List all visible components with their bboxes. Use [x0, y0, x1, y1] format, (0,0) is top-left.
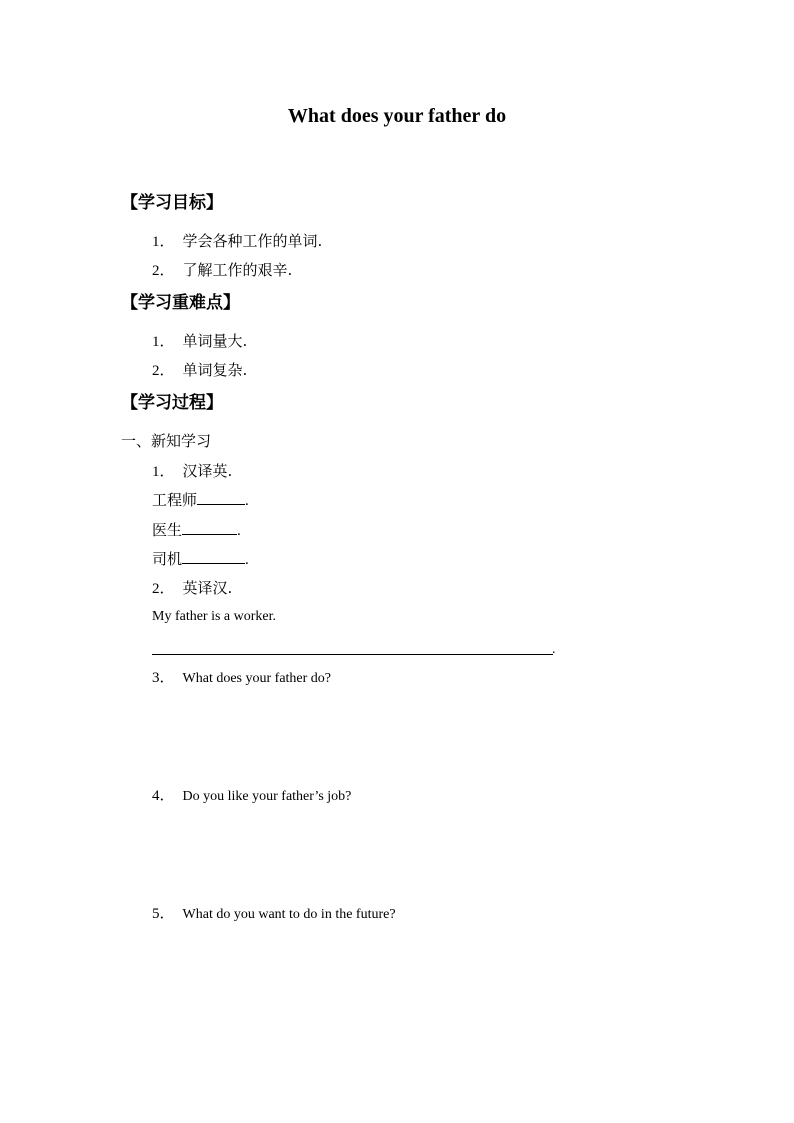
item-number: 5．: [152, 906, 175, 922]
item-text: 单词量大.: [182, 332, 248, 350]
answer-blank[interactable]: [197, 490, 245, 505]
item-text: 单词复杂.: [182, 361, 248, 379]
word-blank-row: [152, 519, 241, 540]
item-number: 1．: [152, 234, 175, 250]
question-item: [152, 902, 396, 923]
blank-end: .: [237, 523, 241, 539]
blank-end: .: [245, 493, 249, 509]
blank-end: .: [245, 552, 249, 568]
question-text: Do you like your father’s job?: [182, 789, 352, 804]
answer-line[interactable]: [152, 654, 553, 655]
item-number: 2．: [152, 581, 175, 597]
answer-line-end: .: [552, 642, 556, 657]
word-label: 医生: [152, 521, 183, 539]
objective-item: [152, 230, 322, 251]
task-translate-en-cn: [152, 577, 232, 598]
item-number: 2．: [152, 363, 175, 379]
sentence-to-translate: My father is a worker.: [152, 609, 277, 624]
question-item: [152, 666, 331, 687]
key-points-heading: 【学习重难点】: [121, 293, 240, 313]
item-text: 英译汉.: [182, 579, 233, 597]
answer-blank[interactable]: [182, 549, 245, 564]
answer-blank[interactable]: [182, 520, 237, 535]
section-new-knowledge: 一、新知学习: [121, 432, 212, 450]
item-number: 1．: [152, 464, 175, 480]
word-blank-row: [152, 489, 249, 510]
key-point-item: [152, 359, 247, 380]
item-text: 了解工作的艰辛.: [182, 261, 293, 279]
key-point-item: [152, 330, 247, 351]
objective-item: [152, 259, 292, 280]
word-blank-row: [152, 548, 249, 569]
task-translate-cn-en: [152, 460, 232, 481]
objectives-heading: 【学习目标】: [121, 193, 223, 213]
item-number: 4．: [152, 788, 175, 804]
item-text: 汉译英.: [182, 462, 233, 480]
item-text: 学会各种工作的单词.: [182, 232, 323, 250]
question-item: [152, 784, 351, 805]
item-number: 1．: [152, 334, 175, 350]
item-number: 3．: [152, 670, 175, 686]
process-heading: 【学习过程】: [121, 393, 223, 413]
word-label: 工程师: [152, 491, 198, 509]
item-number: 2．: [152, 263, 175, 279]
question-text: What does your father do?: [182, 671, 332, 686]
question-text: What do you want to do in the future?: [182, 907, 396, 922]
word-label: 司机: [152, 550, 183, 568]
page-title: What does your father do: [287, 105, 507, 127]
